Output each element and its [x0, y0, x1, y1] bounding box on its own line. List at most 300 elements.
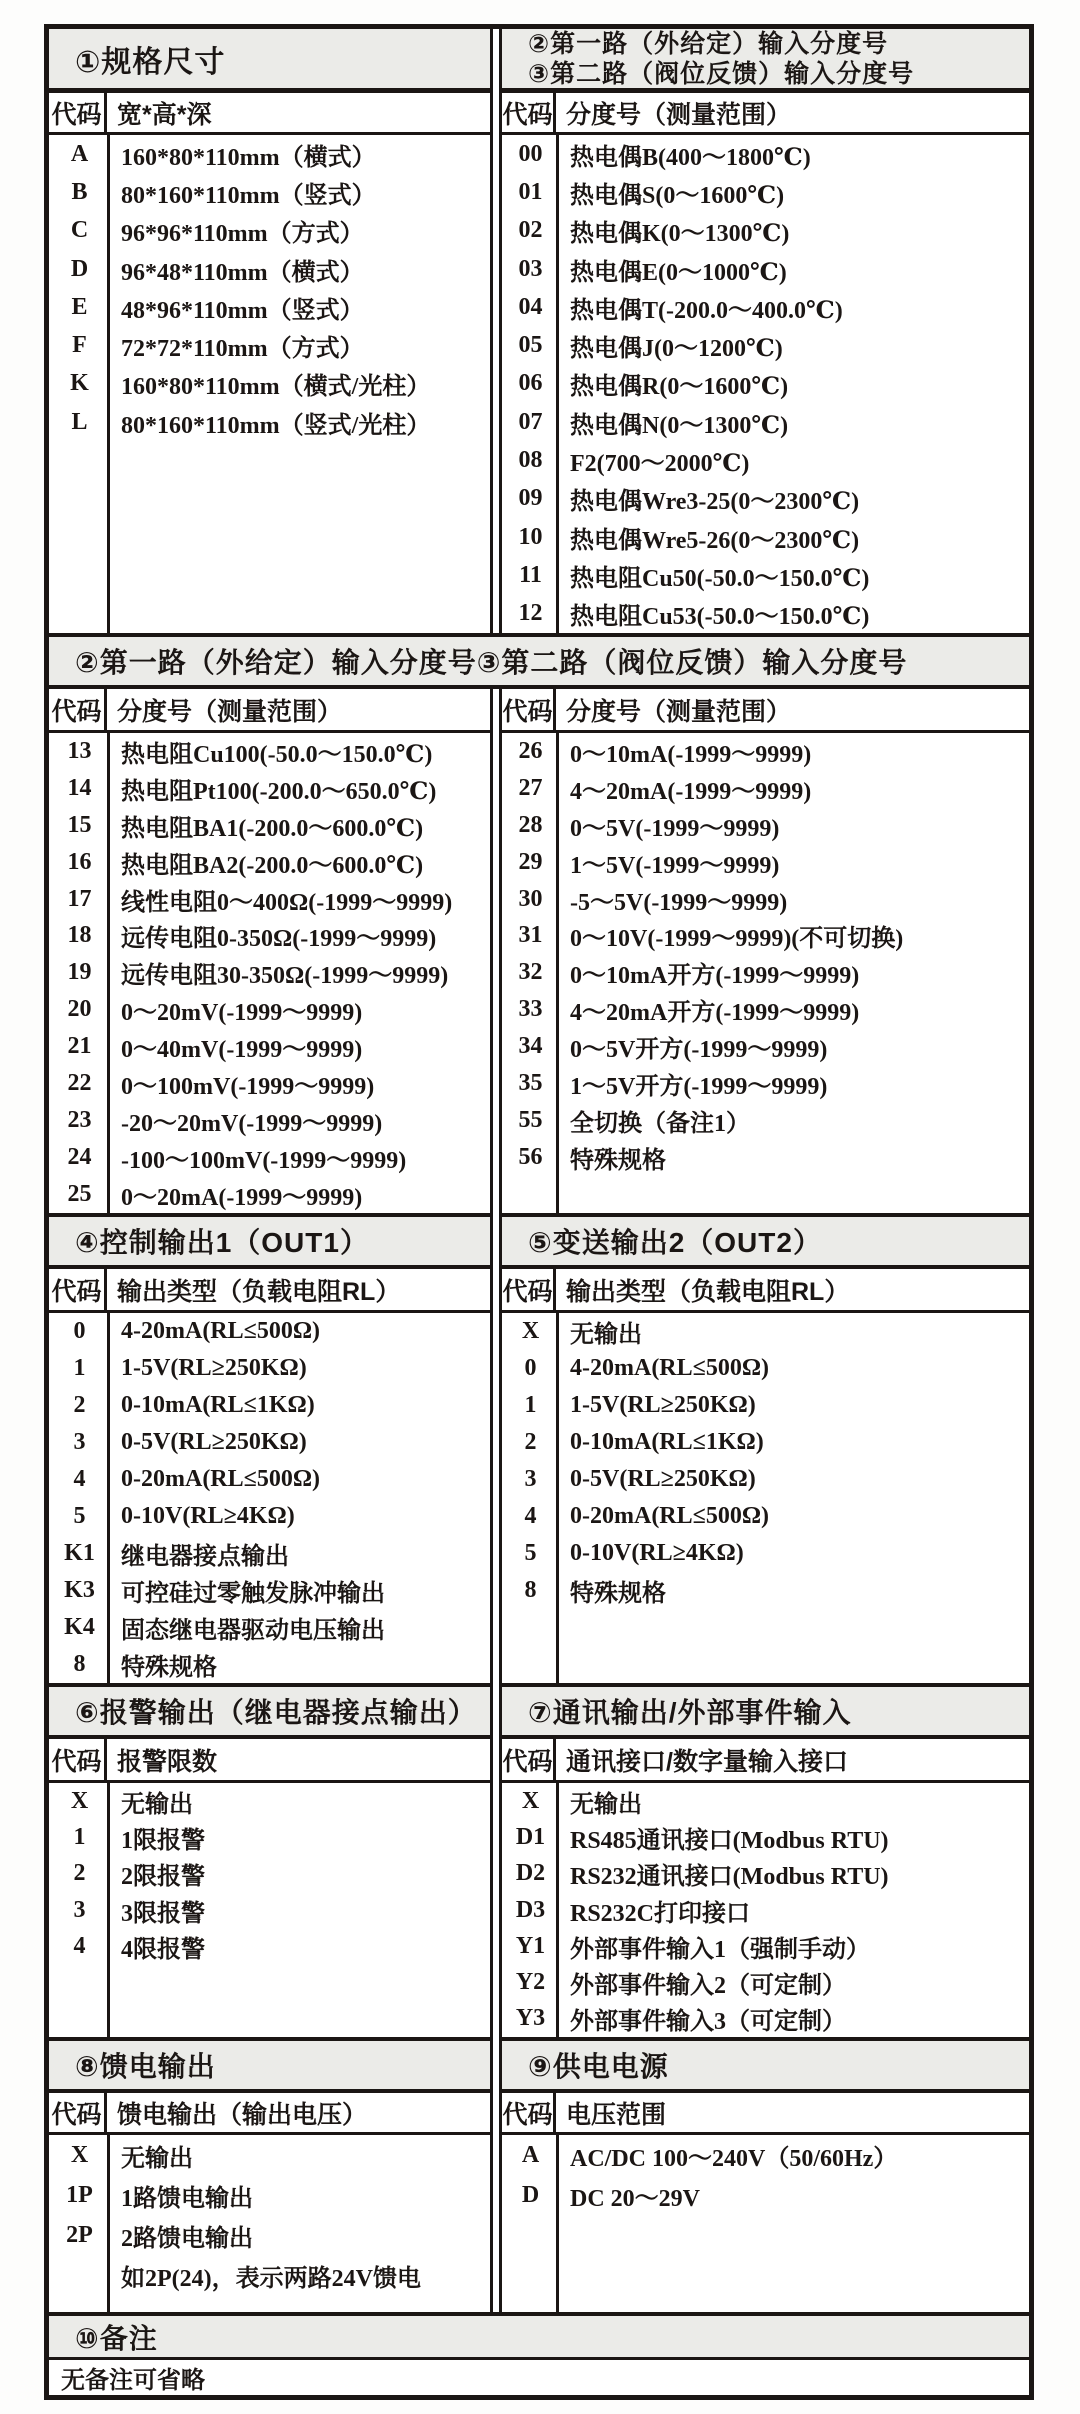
- section-1-header-row: [49, 93, 490, 135]
- desc-column-header: 分度号（测量范围）: [117, 697, 343, 726]
- row-desc: 热电阻Cu100(-50.0～150.0℃): [121, 741, 433, 768]
- row-desc: 0～5V开方(-1999～9999): [570, 1037, 828, 1064]
- row-code: D: [521, 2181, 540, 2208]
- row-code: 25: [67, 1180, 92, 1207]
- header-row: [502, 689, 1029, 733]
- row-code: 11: [519, 561, 542, 588]
- row-code: 30: [518, 885, 543, 912]
- band-spec-and-input: [49, 29, 1029, 633]
- row-desc: -5～5V(-1999～9999): [570, 889, 788, 916]
- row-desc: 可控硅过零触发脉冲输出: [121, 1581, 385, 1607]
- table-row: [49, 1139, 490, 1176]
- table-row: [502, 2001, 1029, 2037]
- table-row: [502, 1313, 1029, 1350]
- row-desc: 热电阻Cu50(-50.0～150.0℃): [570, 565, 870, 592]
- row-desc: 无输出: [121, 2145, 193, 2172]
- section-4-out1: [49, 1269, 493, 1683]
- section-5-title: ⑤变送输出2（OUT2）: [502, 1213, 1029, 1269]
- row-code: X: [70, 1787, 89, 1814]
- row-desc: 0～20mA(-1999～9999): [121, 1184, 363, 1211]
- row-desc: 热电偶S(0～1600℃): [570, 182, 785, 209]
- table-row: [49, 733, 490, 770]
- row-desc: 72*72*110mm（方式）: [121, 336, 364, 363]
- row-code: 16: [67, 848, 92, 875]
- row-code: C: [70, 217, 89, 244]
- row-code: 1: [524, 1392, 537, 1418]
- table-row: [502, 556, 1029, 594]
- row-code: 55: [518, 1106, 543, 1133]
- row-code: B: [71, 178, 88, 205]
- row-code: 2: [73, 1860, 86, 1887]
- row-code: X: [521, 1318, 540, 1344]
- table-row: [49, 770, 490, 807]
- row-desc: DC 20～29V: [570, 2185, 700, 2212]
- section-7-title: ⑦通讯输出/外部事件输入: [502, 1683, 1029, 1739]
- table-row: [502, 1028, 1029, 1065]
- row-desc: 特殊规格: [121, 1655, 217, 1681]
- row-code: 4: [524, 1503, 537, 1529]
- code-column-header: 代码: [502, 93, 556, 132]
- table-row: [49, 326, 490, 364]
- row-code: 04: [518, 293, 543, 320]
- row-code: 1: [73, 1355, 86, 1381]
- row-code: 22: [67, 1069, 92, 1096]
- table-row: [502, 1350, 1029, 1387]
- row-desc: 热电偶Wre5-26(0～2300℃): [570, 527, 860, 554]
- row-code: 34: [518, 1033, 543, 1060]
- section-7-rows: [502, 1783, 1029, 2037]
- row-desc: 热电偶R(0～1600℃): [570, 374, 789, 401]
- table-row: [502, 1535, 1029, 1572]
- section-1-spec-size: [49, 29, 493, 633]
- row-code: 1P: [66, 2181, 93, 2208]
- table-row: [49, 1102, 490, 1139]
- table-row: [502, 1498, 1029, 1535]
- row-code: 35: [518, 1069, 543, 1096]
- row-code: 27: [518, 774, 543, 801]
- section-5-banner-cell: [499, 1213, 1029, 1269]
- section-2-title-line: ②第一路（外给定）输入分度号: [528, 29, 889, 58]
- row-desc: 80*160*110mm（竖式）: [121, 182, 376, 209]
- row-code: 2P: [66, 2221, 93, 2248]
- table-row: [49, 1535, 490, 1572]
- section-6-banner-cell: [49, 1683, 493, 1739]
- section-2-3-title: [502, 29, 1029, 93]
- row-code: 15: [67, 811, 92, 838]
- table-row: [49, 173, 490, 211]
- table-row: [502, 480, 1029, 518]
- table-row: [49, 1783, 490, 1819]
- header-row: [49, 1739, 490, 1783]
- row-desc: 外部事件输入2（可定制）: [570, 1973, 846, 2000]
- row-code: 19: [67, 959, 92, 986]
- row-desc: 0～10mA(-1999～9999): [570, 741, 812, 768]
- desc-column-header: 电压范围: [566, 2100, 667, 2129]
- row-desc: 0～5V(-1999～9999): [570, 815, 780, 842]
- row-desc: 0-10mA(RL≤1KΩ): [570, 1429, 764, 1455]
- row-desc: 外部事件输入3（可定制）: [570, 2009, 846, 2036]
- section-4-banner-cell: [49, 1213, 493, 1269]
- row-code: 28: [518, 811, 543, 838]
- row-desc: 线性电阻0～400Ω(-1999～9999): [121, 889, 453, 916]
- row-desc: 热电偶T(-200.0～400.0℃): [570, 297, 843, 324]
- row-code: 21: [67, 1033, 92, 1060]
- table-row: [49, 1424, 490, 1461]
- row-code: X: [70, 2141, 89, 2168]
- table-row: [49, 917, 490, 954]
- row-desc: 48*96*110mm（竖式）: [121, 297, 364, 324]
- row-code: 31: [518, 922, 543, 949]
- row-code: 8: [73, 1651, 86, 1677]
- section-8-title: ⑧馈电输出: [49, 2037, 490, 2093]
- table-row: [502, 403, 1029, 441]
- header-row: [502, 1739, 1029, 1783]
- table-row: [502, 991, 1029, 1028]
- section-1-title: ①规格尺寸: [49, 29, 490, 93]
- row-desc: 外部事件输入1（强制手动）: [570, 1936, 870, 1963]
- table-row: [502, 1139, 1029, 1176]
- header-row: [502, 2093, 1029, 2135]
- table-row: [502, 2175, 1029, 2215]
- row-desc: 远传电阻0-350Ω(-1999～9999): [121, 926, 437, 953]
- band-input-codes-continued: [49, 689, 1029, 1213]
- section-8-rows: [49, 2135, 490, 2312]
- row-desc: 1限报警: [121, 1827, 205, 1854]
- row-desc: 0-5V(RL≥250KΩ): [570, 1466, 756, 1492]
- row-desc: 特殊规格: [570, 1147, 666, 1174]
- row-code: 56: [518, 1143, 543, 1170]
- row-code: 05: [518, 332, 543, 359]
- table-row: [49, 2255, 490, 2295]
- desc-column-header: 输出类型（负载电阻RL）: [117, 1277, 401, 1306]
- row-code: 23: [67, 1106, 92, 1133]
- row-code: X: [521, 1787, 540, 1814]
- code-column-header: 代码: [49, 689, 107, 730]
- table-row: [502, 1819, 1029, 1855]
- table-row: [49, 212, 490, 250]
- row-desc: 0～10V(-1999～9999)(不可切换): [570, 926, 904, 953]
- row-desc: 1-5V(RL≥250KΩ): [121, 1355, 307, 1381]
- table-row: [502, 770, 1029, 807]
- section-9-rows: [502, 2135, 1029, 2312]
- row-code: D1: [515, 1823, 546, 1850]
- table-row: [49, 1461, 490, 1498]
- row-code: K1: [64, 1540, 95, 1566]
- row-desc: 热电偶N(0～1300℃): [570, 412, 789, 439]
- row-code: 02: [518, 217, 543, 244]
- row-code: D: [70, 255, 89, 282]
- section-2-3-rows-right: [502, 733, 1029, 1213]
- row-code: 08: [518, 447, 543, 474]
- row-code: 18: [67, 922, 92, 949]
- band-out1-out2: [49, 1269, 1029, 1683]
- table-row: [49, 1176, 490, 1213]
- section-6-title: ⑥报警输出（继电器接点输出）: [49, 1683, 490, 1739]
- row-code: 3: [73, 1429, 86, 1455]
- table-row: [49, 1350, 490, 1387]
- row-desc: 热电阻Cu53(-50.0～150.0℃): [570, 604, 870, 631]
- row-code: K: [70, 370, 89, 397]
- header-row: [502, 1269, 1029, 1313]
- band-alarm-comm: [49, 1739, 1029, 2037]
- row-desc: RS485通讯接口(Modbus RTU): [570, 1827, 889, 1854]
- header-row: [49, 689, 490, 733]
- row-code: D3: [515, 1896, 546, 1923]
- row-code: A: [70, 140, 89, 167]
- table-row: [49, 1856, 490, 1892]
- section-7-banner-cell: [499, 1683, 1029, 1739]
- row-code: 4: [73, 1466, 86, 1492]
- table-row: [49, 1065, 490, 1102]
- table-row: [49, 844, 490, 881]
- table-row: [502, 1065, 1029, 1102]
- row-code: 14: [67, 774, 92, 801]
- table-row: [49, 2135, 490, 2175]
- input-codes-right: [499, 689, 1029, 1213]
- row-desc: 远传电阻30-350Ω(-1999～9999): [121, 963, 449, 990]
- desc-column-header: 通讯接口/数字量输入接口: [566, 1747, 848, 1776]
- code-column-header: 代码: [49, 2093, 107, 2132]
- row-desc: 4-20mA(RL≤500Ω): [121, 1318, 321, 1344]
- table-row: [49, 1646, 490, 1683]
- row-desc: 96*48*110mm（横式）: [121, 259, 364, 286]
- row-desc: 如2P(24)，表示两路24V馈电: [121, 2265, 421, 2292]
- section-9-power-supply: [499, 2093, 1029, 2312]
- row-desc: 160*80*110mm（横式）: [121, 144, 376, 171]
- row-desc: 无输出: [570, 1322, 642, 1348]
- section-4-rows: [49, 1313, 490, 1683]
- section-2-3-banner: ②第一路（外给定）输入分度号③第二路（阀位反馈）输入分度号: [49, 633, 1029, 689]
- table-row: [49, 250, 490, 288]
- table-row: [502, 135, 1029, 173]
- row-code: 24: [67, 1143, 92, 1170]
- section-1-rows: [49, 135, 490, 633]
- row-desc: 热电阻BA1(-200.0～600.0℃): [121, 815, 424, 842]
- row-code: 03: [518, 255, 543, 282]
- table-row: [49, 807, 490, 844]
- input-codes-left: [49, 689, 493, 1213]
- row-desc: 热电阻Pt100(-200.0～650.0℃): [121, 778, 437, 805]
- row-desc: 热电偶J(0～1200℃): [570, 336, 783, 363]
- section-7-comm: [499, 1739, 1029, 2037]
- row-desc: 4～20mA(-1999～9999): [570, 778, 812, 805]
- row-desc: 96*96*110mm（方式）: [121, 221, 364, 248]
- row-code: 33: [518, 996, 543, 1023]
- section-2-3-input: [499, 29, 1029, 633]
- table-row: [502, 954, 1029, 991]
- desc-column-header: 宽*高*深: [117, 100, 212, 129]
- row-desc: RS232C打印接口: [570, 1900, 751, 1927]
- row-desc: 特殊规格: [570, 1581, 666, 1607]
- row-desc: 热电偶E(0～1000℃): [570, 259, 787, 286]
- row-code: 8: [524, 1577, 537, 1603]
- row-code: 07: [518, 408, 543, 435]
- row-desc: 80*160*110mm（竖式/光柱）: [121, 412, 431, 439]
- row-code: Y3: [515, 2005, 546, 2032]
- table-row: [49, 954, 490, 991]
- code-column-header: 代码: [502, 2093, 556, 2132]
- code-column-header: 代码: [49, 93, 107, 132]
- row-desc: RS232通讯接口(Modbus RTU): [570, 1864, 889, 1891]
- table-row: [49, 1498, 490, 1535]
- code-column-header: 代码: [49, 1269, 107, 1310]
- band-feed-power: [49, 2093, 1029, 2312]
- table-row: [502, 288, 1029, 326]
- row-desc: 0～10mA开方(-1999～9999): [570, 963, 860, 990]
- desc-column-header: 报警限数: [117, 1747, 218, 1776]
- row-code: 13: [67, 737, 92, 764]
- row-desc: 无输出: [570, 1791, 642, 1818]
- row-code: 2: [524, 1429, 537, 1455]
- row-desc: 4-20mA(RL≤500Ω): [570, 1355, 770, 1381]
- table-row: [49, 1313, 490, 1350]
- table-row: [49, 135, 490, 173]
- row-code: 10: [518, 523, 543, 550]
- section-5-rows: [502, 1313, 1029, 1683]
- row-desc: 3限报警: [121, 1900, 205, 1927]
- section-2-3-rows-left: [49, 733, 490, 1213]
- row-desc: 0-20mA(RL≤500Ω): [570, 1503, 770, 1529]
- row-desc: 4～20mA开方(-1999～9999): [570, 1000, 860, 1027]
- table-row: [49, 1572, 490, 1609]
- table-row: [502, 917, 1029, 954]
- code-column-header: 代码: [502, 1739, 556, 1780]
- row-code: 5: [524, 1540, 537, 1566]
- table-row: [49, 1028, 490, 1065]
- row-desc: 1-5V(RL≥250KΩ): [570, 1392, 756, 1418]
- row-desc: 固态继电器驱动电压输出: [121, 1618, 385, 1644]
- row-code: 09: [518, 485, 543, 512]
- desc-column-header: 馈电输出（输出电压）: [117, 2100, 368, 2129]
- table-row: [502, 326, 1029, 364]
- row-code: 4: [73, 1932, 86, 1959]
- row-desc: AC/DC 100～240V（50/60Hz）: [570, 2145, 898, 2172]
- row-code: 20: [67, 996, 92, 1023]
- table-row: [502, 1387, 1029, 1424]
- section-10-title: ⑩备注: [49, 2312, 1029, 2360]
- table-row: [49, 2215, 490, 2255]
- row-code: F: [72, 332, 87, 359]
- band-out1-out2-banner: [49, 1213, 1029, 1269]
- table-row: [502, 1572, 1029, 1609]
- table-row: [502, 1964, 1029, 2000]
- row-code: E: [71, 293, 88, 320]
- table-row: [502, 1856, 1029, 1892]
- table-row: [502, 881, 1029, 918]
- row-desc: F2(700～2000℃): [570, 451, 750, 478]
- table-row: [502, 1928, 1029, 1964]
- table-row: [502, 595, 1029, 633]
- row-code: K3: [64, 1577, 95, 1603]
- desc-column-header: 分度号（测量范围）: [566, 697, 792, 726]
- table-row: [502, 807, 1029, 844]
- row-desc: 0-5V(RL≥250KΩ): [121, 1429, 307, 1455]
- row-desc: -20～20mV(-1999～9999): [121, 1110, 383, 1137]
- section-2-3-rows-top: [502, 135, 1029, 633]
- table-row: [49, 288, 490, 326]
- table-row: [502, 518, 1029, 556]
- code-column-header: 代码: [502, 1269, 556, 1310]
- table-row: [49, 881, 490, 918]
- row-desc: 0-10mA(RL≤1KΩ): [121, 1392, 315, 1418]
- section-4-title: ④控制输出1（OUT1）: [49, 1213, 490, 1269]
- table-row: [502, 1461, 1029, 1498]
- row-code: D2: [515, 1860, 546, 1887]
- table-row: [502, 1424, 1029, 1461]
- row-code: 06: [518, 370, 543, 397]
- row-code: 12: [518, 600, 543, 627]
- section-6-rows: [49, 1783, 490, 2037]
- section-9-title: ⑨供电电源: [502, 2037, 1029, 2093]
- table-row: [49, 1892, 490, 1928]
- section-8-banner-cell: [49, 2037, 493, 2093]
- table-row: [49, 365, 490, 403]
- row-desc: 160*80*110mm（横式/光柱）: [121, 374, 431, 401]
- row-desc: 热电偶K(0～1300℃): [570, 221, 790, 248]
- row-code: 3: [524, 1466, 537, 1492]
- row-code: 29: [518, 848, 543, 875]
- row-desc: 全切换（备注1）: [570, 1110, 750, 1137]
- section-6-alarm: [49, 1739, 493, 2037]
- row-code: L: [71, 408, 88, 435]
- row-desc: 0-20mA(RL≤500Ω): [121, 1466, 321, 1492]
- row-desc: 0～20mV(-1999～9999): [121, 1000, 363, 1027]
- table-row: [502, 441, 1029, 479]
- row-code: 1: [73, 1823, 86, 1850]
- row-desc: 继电器接点输出: [121, 1544, 289, 1570]
- section-2-3-header-row: [502, 93, 1029, 135]
- remark-note: 无备注可省略: [61, 2368, 205, 2394]
- table-row: [502, 733, 1029, 770]
- desc-column-header: 输出类型（负载电阻RL）: [566, 1277, 850, 1306]
- row-desc: 1路馈电输出: [121, 2185, 253, 2212]
- row-desc: 无输出: [121, 1791, 193, 1818]
- row-desc: 0～100mV(-1999～9999): [121, 1073, 375, 1100]
- section-5-out2: [499, 1269, 1029, 1683]
- section-3-title-line: ③第二路（阀位反馈）输入分度号: [528, 59, 915, 88]
- header-row: [49, 1269, 490, 1313]
- table-row: [49, 991, 490, 1028]
- table-row: [49, 1819, 490, 1855]
- row-code: A: [521, 2141, 540, 2168]
- row-code: 2: [73, 1392, 86, 1418]
- table-row: [49, 1609, 490, 1646]
- code-column-header: 代码: [502, 689, 556, 730]
- row-desc: 热电偶Wre3-25(0～2300℃): [570, 489, 860, 516]
- section-9-banner-cell: [499, 2037, 1029, 2093]
- row-desc: 1～5V(-1999～9999): [570, 852, 780, 879]
- row-code: 0: [73, 1318, 86, 1344]
- row-desc: -100～100mV(-1999～9999): [121, 1147, 407, 1174]
- row-desc: 0-10V(RL≥4KΩ): [570, 1540, 744, 1566]
- section-8-feed-output: [49, 2093, 493, 2312]
- row-code: Y2: [515, 1969, 546, 1996]
- band-alarm-comm-banner: [49, 1683, 1029, 1739]
- selection-code-table: [44, 24, 1034, 2400]
- table-row: [49, 2175, 490, 2215]
- table-row: [502, 365, 1029, 403]
- table-row: [49, 1928, 490, 1964]
- row-code: 17: [67, 885, 92, 912]
- table-row: [502, 1102, 1029, 1139]
- row-code: 5: [73, 1503, 86, 1529]
- row-desc: 2限报警: [121, 1864, 205, 1891]
- header-row: [49, 2093, 490, 2135]
- row-code: 01: [518, 178, 543, 205]
- table-row: [502, 173, 1029, 211]
- table-row: [49, 403, 490, 441]
- desc-column-header: 分度号（测量范围）: [566, 100, 792, 129]
